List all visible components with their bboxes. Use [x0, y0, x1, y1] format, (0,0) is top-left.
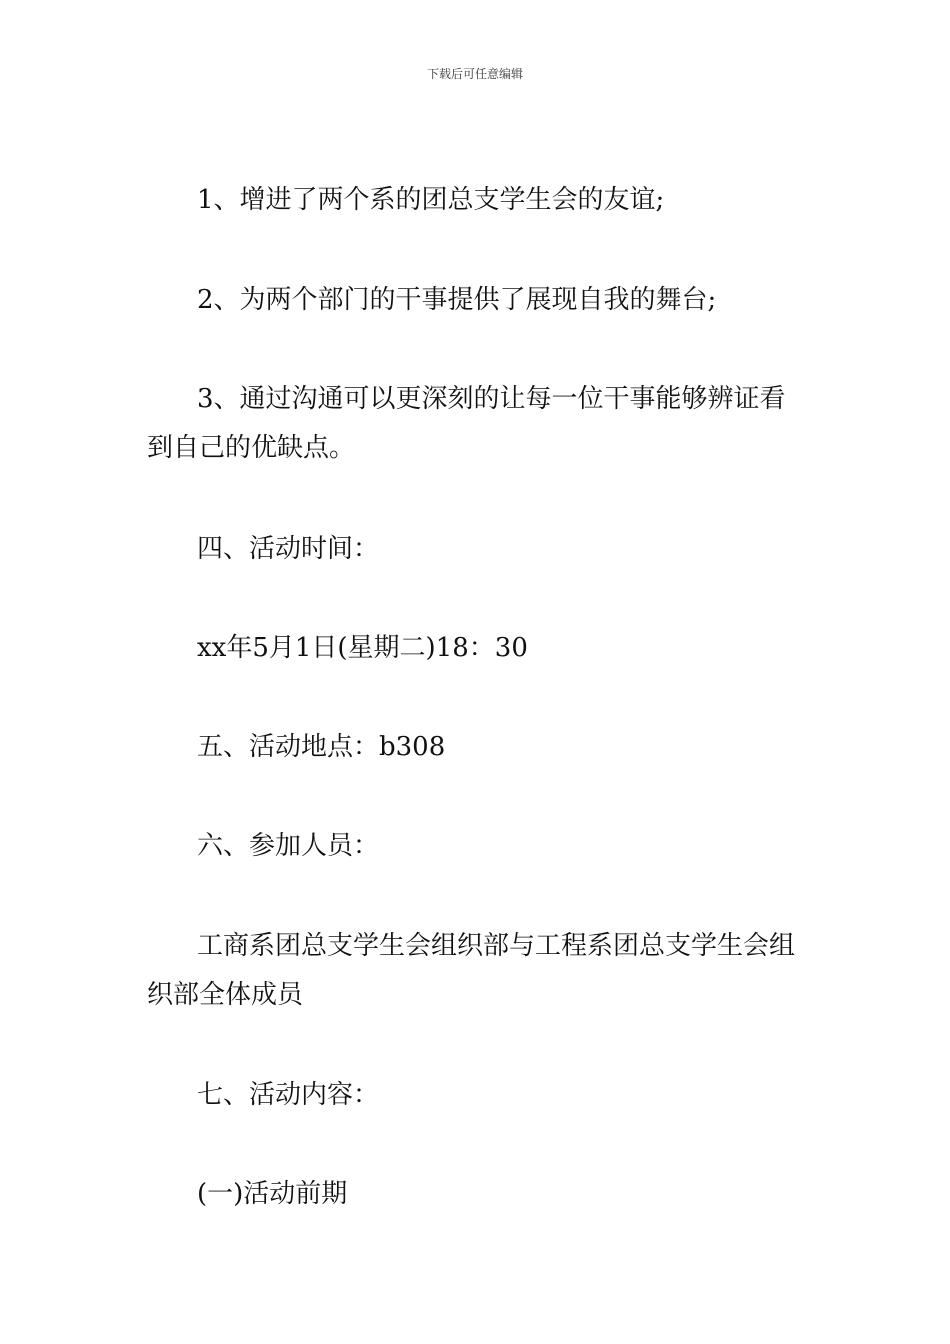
participants-value: 工商系团总支学生会组织部与工程系团总支学生会组织部全体成员 — [147, 931, 796, 1010]
section-heading-content: 七、活动内容： — [197, 1080, 380, 1110]
subsection-heading-early-stage: (一)活动前期 — [197, 1179, 348, 1209]
activity-time-value: xx年5月1日(星期二)18：30 — [197, 633, 528, 663]
result-item-1: 1、增进了两个系的团总支学生会的友谊; — [197, 185, 665, 215]
result-item-3: 3、通过沟通可以更深刻的让每一位干事能够辨证看到自己的优缺点。 — [147, 384, 786, 463]
section-heading-time: 四、活动时间： — [197, 534, 380, 564]
page-header: 下载后可任意编辑 — [426, 67, 523, 81]
result-item-2: 2、为两个部门的干事提供了展现自我的舞台; — [197, 285, 717, 315]
section-heading-location: 五、活动地点：b308 — [197, 732, 446, 762]
section-heading-participants: 六、参加人员： — [197, 831, 380, 861]
